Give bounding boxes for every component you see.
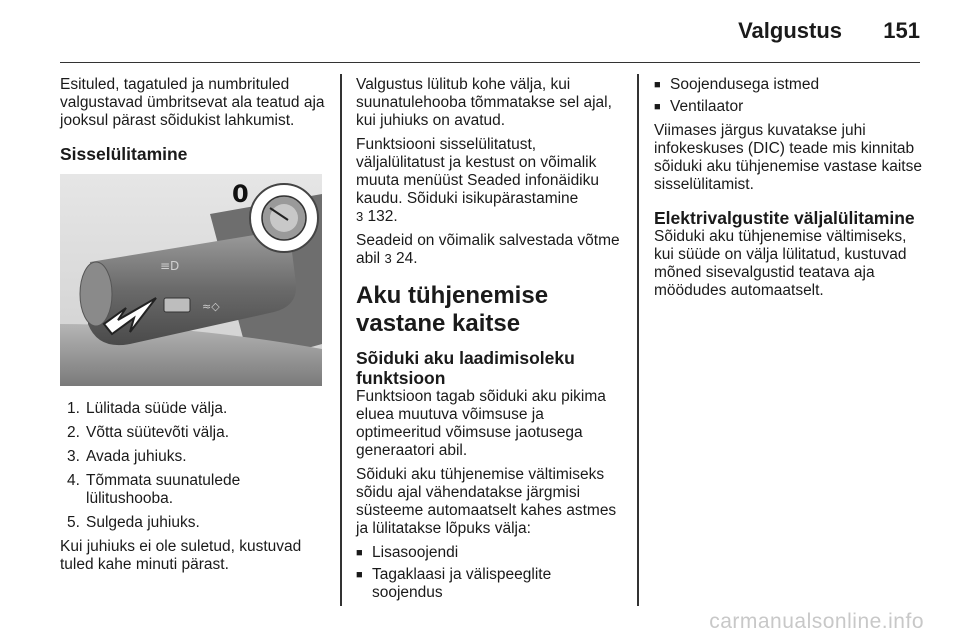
svg-text:≈◇: ≈◇ bbox=[202, 300, 220, 313]
list-item-text: Soojendusega istmed bbox=[670, 76, 820, 93]
step-text: Tõmmata suunatulede lülitushooba. bbox=[86, 472, 241, 507]
list-item bbox=[356, 544, 622, 562]
figure-label: 0 bbox=[232, 180, 249, 208]
step-text: Avada juhiuks. bbox=[86, 448, 187, 465]
page-number: 151 bbox=[883, 18, 920, 43]
page-ref-icon: 3 bbox=[384, 251, 392, 266]
turn-signal-lever-illustration bbox=[60, 174, 322, 386]
paragraph-text: Funktsiooni sisselülitatust, väljalülitatust ja kestust on võimalik muuta menüüst Seaded infonäidiku kaudu. Sõiduki isikupärastamine bbox=[356, 136, 599, 207]
list-item bbox=[60, 472, 328, 508]
bullet-icon: ■ bbox=[356, 569, 363, 581]
step-number: 3. bbox=[67, 448, 80, 465]
list-item-text: Tagaklaasi ja välispeeglite soojendus bbox=[372, 566, 552, 601]
bullet-list bbox=[356, 544, 622, 602]
paragraph bbox=[356, 232, 622, 268]
turn-signal-lever-figure bbox=[60, 174, 322, 386]
list-item bbox=[654, 76, 924, 94]
outro-paragraph: Kui juhiuks ei ole suletud, kustuvad tuled kahe minuti pärast. bbox=[60, 538, 302, 573]
paragraph: Sõiduki aku tühjenemise vältimiseks, kui süüde on välja lülitatud, kustuvad mõned sisevalgustid teatava aja möödudes automaatselt. bbox=[654, 228, 907, 299]
list-item bbox=[60, 424, 328, 442]
subsection-heading: Sõiduki aku laadimisoleku funktsioon bbox=[356, 348, 575, 388]
list-item bbox=[60, 448, 328, 466]
step-number: 5. bbox=[67, 514, 80, 531]
column-1 bbox=[60, 76, 328, 580]
list-item-text: Ventilaator bbox=[670, 98, 744, 115]
section-heading: Aku tühjenemise vastane kaitse bbox=[356, 282, 549, 337]
steps-list bbox=[60, 400, 328, 532]
list-item-text: Lisasoojendi bbox=[372, 544, 459, 561]
list-item bbox=[356, 566, 622, 602]
section-heading: Elektrivalgustite väljalülitamine bbox=[654, 208, 915, 228]
column-2 bbox=[356, 76, 622, 608]
step-text: Lülitada süüde välja. bbox=[86, 400, 228, 417]
list-item bbox=[60, 400, 328, 418]
bullet-list bbox=[654, 76, 924, 116]
column-divider bbox=[637, 74, 639, 606]
column-divider bbox=[340, 74, 342, 606]
step-number: 2. bbox=[67, 424, 80, 441]
step-text: Võtta süütevõti välja. bbox=[86, 424, 230, 441]
bullet-icon: ■ bbox=[654, 101, 661, 113]
bullet-icon: ■ bbox=[356, 547, 363, 559]
list-item bbox=[654, 98, 924, 116]
paragraph-text: Seadeid on võimalik salvestada võtme abil bbox=[356, 232, 620, 267]
paragraph: Viimases järgus kuvatakse juhi infokeskuses (DIC) teade mis kinnitab sõiduki aku tühjenemise vastase kaitse sisselülitamist. bbox=[654, 122, 922, 193]
page-title: Valgustus bbox=[738, 18, 842, 43]
column-3 bbox=[654, 76, 924, 306]
paragraph: Sõiduki aku tühjenemise vältimiseks sõidu ajal vähendatakse järgmisi süsteeme automaatselt kahes astmes ja lülitatakse lõpuks välja: bbox=[356, 466, 617, 537]
page-ref-icon: 3 bbox=[356, 209, 364, 224]
list-item bbox=[60, 514, 328, 532]
page-header bbox=[60, 0, 920, 63]
intro-paragraph: Esituled, tagatuled ja numbrituled valgustavad ümbritsevat ala teatud aja jooksul pärast sõidukist lahkumist. bbox=[60, 76, 325, 129]
step-number: 1. bbox=[67, 400, 80, 417]
step-text: Sulgeda juhiuks. bbox=[86, 514, 200, 531]
page-ref: 132. bbox=[367, 208, 398, 225]
paragraph bbox=[356, 136, 622, 226]
watermark: carmanualsonline.info bbox=[709, 610, 924, 633]
paragraph: Funktsioon tagab sõiduki aku pikima eluea muutuva võimsuse ja optimeeritud võimsuse jaotusega generaatori abil. bbox=[356, 388, 606, 459]
step-number: 4. bbox=[67, 472, 80, 489]
page-ref: 24. bbox=[396, 250, 418, 267]
svg-text:≡D: ≡D bbox=[160, 259, 180, 273]
bullet-icon: ■ bbox=[654, 79, 661, 91]
paragraph: Valgustus lülitub kohe välja, kui suunatulehooba tõmmatakse sel ajal, kui juhiuks on avatud. bbox=[356, 76, 612, 129]
section-heading: Sisselülitamine bbox=[60, 144, 188, 164]
